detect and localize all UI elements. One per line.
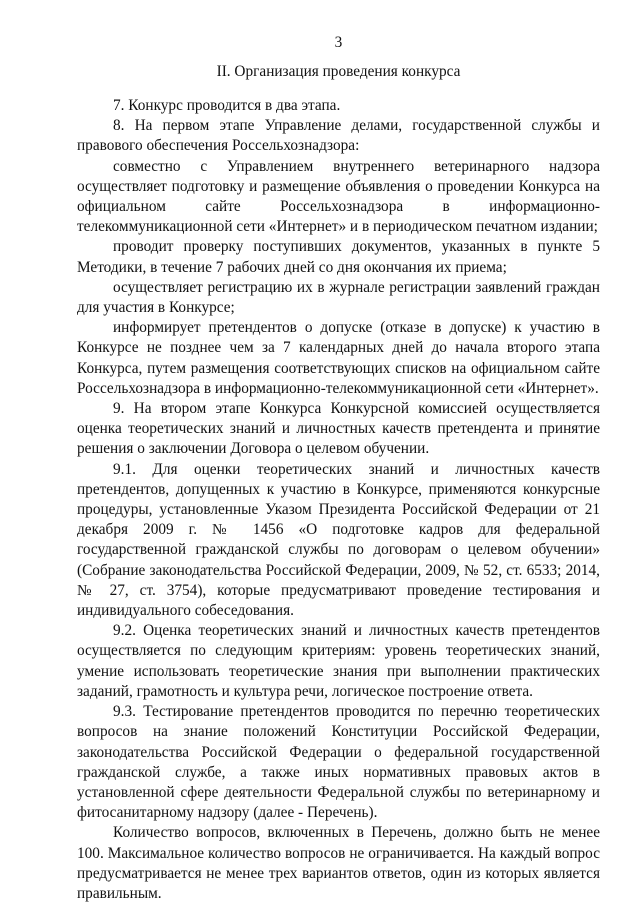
paragraph-8-item-document-check: проводит проверку поступивших документов, указанных в пункте 5 Методики, в течение 7 рабочих дней со дня окончания их приема;: [77, 238, 600, 276]
paragraph-9-1: 9.1. Для оценки теоретических знаний и личностных качеств претендентов, допущенных к участию в Конкурсе, применяются конкурсные процедуры, установленные Указом Президента Российской Федерации от 21 декабря 2009 г. № 1456 «О подготовке кадров для федеральной государственной гражданской службы по договорам о целевом обучении» (Собрание законодательства Российской Федерации, 2009, № 52, ст. 6533; 2014, № 27, ст. 3754), которые предусматривают проведение тестирования и индивидуального собеседования.: [77, 460, 600, 620]
paragraph-8-item-announcement: совместно с Управлением внутреннего ветеринарного надзора осуществляет подготовку и размещение объявления о проведении Конкурса на официальном сайте Россельхознадзора в информационно-телекоммуникационной сети «Интернет» и в периодическом печатном издании;: [77, 157, 600, 236]
section-title: II. Организация проведения конкурса: [216, 63, 461, 80]
paragraph-9-3: 9.3. Тестирование претендентов проводится по перечню теоретических вопросов на знание положений Конституции Российской Федерации, законодательства Российской Федерации о федеральной государственной гражданской службе, а также иных нормативных правовых актов в установленной сфере деятельности Федеральной службы по ветеринарному и фитосанитарному надзору (далее - Перечень).: [77, 703, 600, 822]
paragraph-8-item-registration: осуществляет регистрацию их в журнале регистрации заявлений граждан для участия в Конкурсе;: [77, 278, 600, 317]
paragraph-8-item-notification: информирует претендентов о допуске (отказе в допуске) к участию в Конкурсе не позднее чем за 7 календарных дней до начала второго этапа Конкурса, путем размещения соответствующих списков на официальном сайте Россельхознадзора в информационно-телекоммуникационной сети «Интернет».: [77, 319, 600, 397]
paragraph-8: 8. На первом этапе Управление делами, государственной службы и правового обеспечения Россельхознадзора:: [77, 117, 600, 155]
paragraph-9: 9. На втором этапе Конкурса Конкурсной комиссией осуществляется оценка теоретических знаний и личностных качеств претендента и принятие решения о заключении Договора о целевом обучении.: [77, 400, 600, 458]
paragraph-9-2: 9.2. Оценка теоретических знаний и личностных качеств претендентов осуществляется по следующим критериям: уровень теоретических знаний, умение использовать теоретические знания при выполнении практических заданий, грамотность и культура речи, логическое построение ответа.: [77, 622, 600, 700]
paragraph-7: 7. Конкурс проводится в два этапа.: [113, 97, 341, 114]
page-number: 3: [334, 34, 343, 51]
paragraph-question-count: Количество вопросов, включенных в Перечень, должно быть не менее 100. Максимальное количество вопросов не ограничивается. На каждый вопрос предусматривается не менее трех вариантов ответов, один из которых является правильным.: [77, 824, 600, 902]
